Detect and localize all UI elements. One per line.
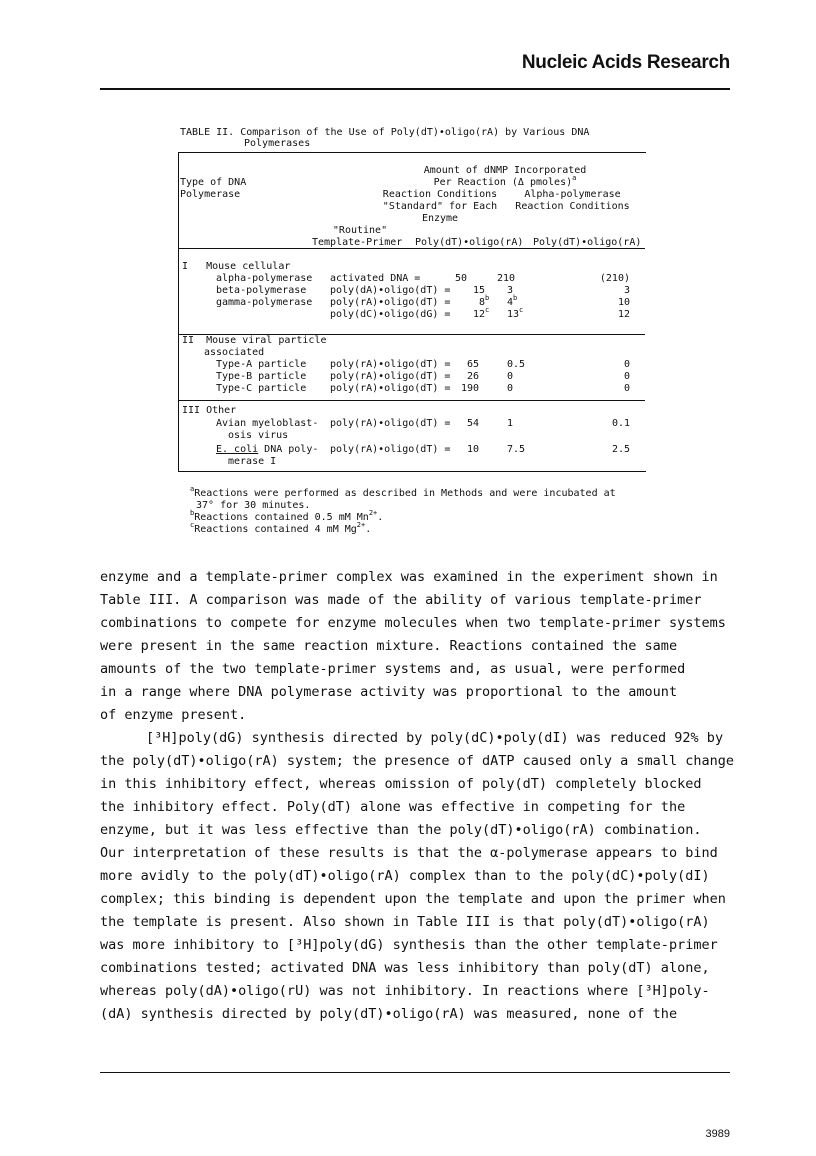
row-alpha-value: (210)	[599, 273, 630, 284]
header-amount-sup: a	[572, 174, 577, 182]
ion-charge: 2+	[368, 509, 378, 517]
footnote-text: Reactions contained 4 mM Mg	[194, 524, 357, 535]
footnote-b: $^b$Reactions contained 0.5 mM $Mn^{2+}$.	[190, 509, 384, 523]
body-line: the inhibitory effect. Poly(dT) alone was effective in competing for the	[100, 799, 686, 815]
row-name: gamma-polymerase	[216, 297, 313, 308]
body-line: combinations to compete for enzyme molecules when two template-primer systems	[100, 615, 726, 631]
row-name-line2: osis virus	[228, 430, 289, 441]
footnote-c: $^c$Reactions contained 4 mM $Mg^{2+}$.	[190, 521, 372, 535]
footnote-mark: b	[190, 509, 195, 517]
row-template-primer: poly(rA)•oligo(dT) =	[330, 359, 451, 370]
footnote-mark: a	[190, 485, 195, 493]
footnote-text: Reactions contained 0.5 mM Mn	[194, 512, 369, 523]
row-template-primer: poly(dA)•oligo(dT) =	[330, 285, 451, 296]
footer-rule	[100, 1072, 730, 1073]
routine-number: 12	[473, 309, 486, 320]
body-line: in this inhibitory effect, whereas omission of poly(dT) completely blocked	[100, 776, 702, 792]
header-alpha-line2: Reaction Conditions	[515, 201, 630, 212]
header-std-line1: Reaction Conditions	[382, 189, 498, 200]
body-line: combinations tested; activated DNA was less inhibitory than poly(dT) alone,	[100, 960, 710, 976]
standard-number: 13	[507, 309, 520, 320]
row-name: Type-C particle	[216, 383, 307, 394]
enzyme-name: DNA poly-	[258, 444, 319, 455]
body-line: whereas poly(dA)•oligo(rU) was not inhibitory. In reactions where [³H]poly-	[100, 983, 710, 999]
footnote-a	[190, 485, 616, 499]
body-line: (dA) synthesis directed by poly(dT)•oligo(rA) was measured, none of the	[100, 1006, 678, 1022]
row-routine-value: 54	[467, 418, 480, 429]
body-line: Table III. A comparison was made of the ability of various template-primer	[100, 592, 702, 608]
row-standard-value	[507, 306, 524, 321]
row-template-primer: poly(rA)•oligo(dT) =	[330, 418, 451, 429]
row-routine-value: 190	[461, 383, 480, 394]
header-amount-line1: Amount of dNMP Incorporated	[423, 165, 587, 176]
header-routine-line2: Template-Primer	[312, 237, 403, 248]
header-type-line2: Polymerase	[180, 189, 241, 200]
body-line: in a range where DNA polymerase activity was proportional to the amount	[100, 684, 678, 700]
row-alpha-value: 0	[623, 371, 630, 382]
header-type-line1: Type of DNA	[180, 177, 247, 188]
row-alpha-value: 12	[617, 309, 630, 320]
row-routine-value	[473, 306, 490, 321]
group-label: I Mouse cellular	[182, 261, 291, 272]
row-name: Type-A particle	[216, 359, 307, 370]
body-text	[100, 566, 740, 1026]
row-name: beta-polymerase	[216, 285, 307, 296]
row-routine-value: 65	[467, 359, 480, 370]
body-line: the poly(dT)•oligo(rA) system; the presence of dATP caused only a small change	[100, 753, 734, 769]
row-template-primer: poly(dC)•oligo(dG) =	[330, 309, 451, 320]
body-line: were present in the same reaction mixture. Reactions contained the same	[100, 638, 678, 654]
row-alpha-value: 10	[617, 297, 630, 308]
ion-charge: 2+	[356, 521, 366, 529]
body-line: enzyme, but it was less effective than the poly(dT)•oligo(rA) combination.	[100, 822, 702, 838]
row-template-primer: activated DNA =	[330, 273, 421, 284]
footnote-text: Reactions were performed as described in Methods and were incubated at	[194, 488, 616, 499]
header-amount-text: Per Reaction (Δ pmoles)	[433, 177, 573, 188]
row-routine-value: 26	[467, 371, 480, 382]
row-routine-value: 10	[467, 444, 480, 455]
header-col-polydt-2: Poly(dT)•oligo(rA)	[533, 237, 642, 248]
header-amount-line2	[395, 174, 615, 189]
row-standard-value	[507, 294, 518, 309]
row-standard-value: 1	[507, 418, 514, 429]
footnote-a-cont: 37° for 30 minutes.	[196, 500, 311, 511]
row-name: alpha-polymerase	[216, 273, 313, 284]
body-line: the template is present. Also shown in Table III is that poly(dT)•oligo(rA)	[100, 914, 710, 930]
row-name: Type-B particle	[216, 371, 307, 382]
row-template-primer: poly(rA)•oligo(dT) =	[330, 383, 451, 394]
row-alpha-value: 2.5	[611, 444, 630, 455]
row-standard-value: 0	[507, 371, 514, 382]
row-standard-value: 0.5	[507, 359, 526, 370]
header-rule	[100, 88, 730, 90]
header-col-polydt: Poly(dT)•oligo(rA)	[415, 237, 524, 248]
table-caption	[180, 127, 589, 149]
group-rule-2	[178, 400, 645, 401]
row-standard-value: 7.5	[507, 444, 526, 455]
group-label: III Other	[182, 405, 237, 416]
row-template-primer: poly(rA)•oligo(dT) =	[330, 371, 451, 382]
routine-number: 8	[479, 297, 486, 308]
caption-line-2: Polymerases	[244, 138, 311, 149]
standard-footnote-mark: c	[519, 306, 524, 314]
journal-title: Nucleic Acids Research	[521, 52, 730, 73]
body-line: amounts of the two template-primer systems and, as usual, were performed	[100, 661, 686, 677]
row-routine-value: 15	[473, 285, 486, 296]
group-label-line2: associated	[204, 347, 265, 358]
body-line: [³H]poly(dG) synthesis directed by poly(dC)•poly(dI) was reduced 92% by	[146, 730, 724, 746]
row-standard-value: 210	[497, 273, 516, 284]
row-name	[216, 444, 318, 456]
header-routine-line1: "Routine"	[332, 225, 388, 236]
row-alpha-value: 3	[623, 285, 630, 296]
row-standard-value: 0	[507, 383, 514, 394]
standard-footnote-mark: b	[513, 294, 518, 302]
row-name-line2: merase I	[228, 456, 277, 467]
header-std-line2: "Standard" for Each	[382, 201, 498, 212]
footnote-mark: c	[190, 521, 195, 529]
row-routine-value: 50	[455, 273, 468, 284]
body-line: was more inhibitory to [³H]poly(dG) synthesis than the other template-primer	[100, 937, 718, 953]
routine-footnote-mark: b	[485, 294, 490, 302]
header-alpha-line1: Alpha-polymerase	[524, 189, 621, 200]
row-template-primer: poly(rA)•oligo(dT) =	[330, 444, 451, 455]
organism-name: E. coli	[216, 444, 259, 455]
routine-footnote-mark: c	[485, 306, 490, 314]
standard-number: 4	[507, 297, 514, 308]
row-alpha-value: 0	[623, 383, 630, 394]
body-line: complex; this binding is dependent upon the template and upon the primer when	[100, 891, 726, 907]
header-std-line3: Enzyme	[421, 213, 459, 224]
caption-line-1: TABLE II. Comparison of the Use of Poly(dT)•oligo(rA) by Various DNA	[180, 127, 590, 138]
page-number: 3989	[705, 1128, 730, 1140]
row-template-primer: poly(rA)•oligo(dT) =	[330, 297, 451, 308]
group-label: II Mouse viral particle	[182, 335, 327, 346]
body-line: Our interpretation of these results is that the α-polymerase appears to bind	[100, 845, 718, 861]
body-line: enzyme and a template-primer complex was examined in the experiment shown in	[100, 569, 718, 585]
row-alpha-value: 0	[623, 359, 630, 370]
row-alpha-value: 0.1	[611, 418, 630, 429]
body-line: of enzyme present.	[100, 707, 247, 723]
row-standard-value: 3	[507, 285, 514, 296]
body-line: more avidly to the poly(dT)•oligo(rA) complex than to the poly(dC)•poly(dI)	[100, 868, 710, 884]
row-name: Avian myeloblast-	[216, 418, 319, 429]
